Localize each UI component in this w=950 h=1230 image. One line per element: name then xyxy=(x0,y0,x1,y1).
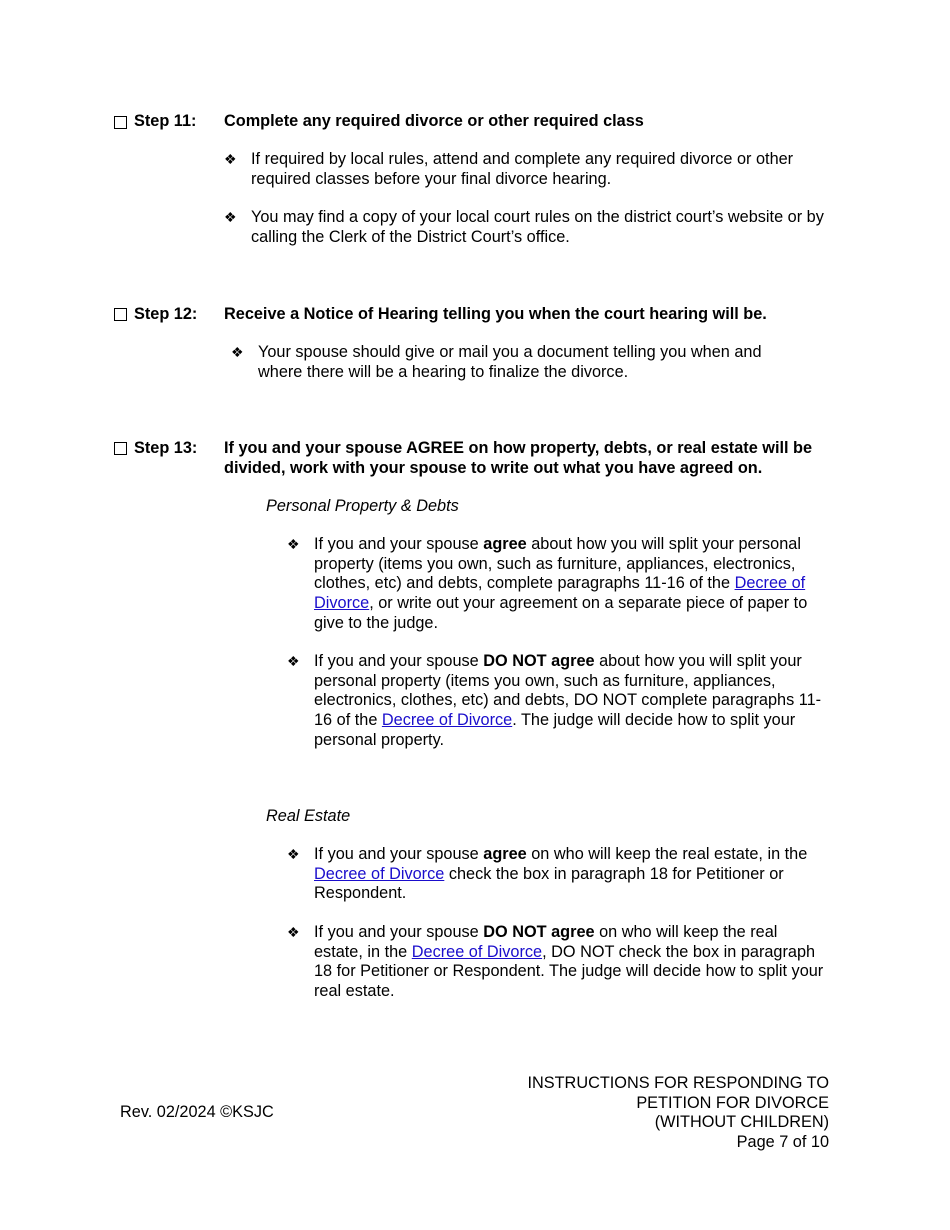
step-12-checkbox[interactable] xyxy=(114,308,127,321)
personal-bullet-agree: If you and your spouse agree about how you will split your personal property (items you own, such as furniture, appliances, electronics, clothes, etc) and debts, complete paragraphs 11-16 of the Decree of Divorce, or write out your agreement on a separate piece of paper to give to the judge. xyxy=(314,535,808,632)
bullet-icon: ❖ xyxy=(231,344,244,360)
real-estate-heading: Real Estate xyxy=(266,807,351,825)
step-13-title: If you and your spouse AGREE on how property, debts, or real estate will be divided, work with your spouse to write out what you have agreed on. xyxy=(224,439,813,477)
step-12-bullet-1: Your spouse should give or mail you a document telling you when and where there will be a hearing to finalize the divorce. xyxy=(258,343,762,381)
step-11-title: Complete any required divorce or other required class xyxy=(224,112,644,130)
real-estate-bullet-agree: If you and your spouse agree on who will keep the real estate, in the Decree of Divorce check the box in paragraph 18 for Petitioner or Respondent. xyxy=(314,845,808,903)
footer-document-title xyxy=(409,1074,829,1153)
bullet-icon: ❖ xyxy=(224,209,237,225)
real-estate-bullet-disagree: If you and your spouse DO NOT agree on who will keep the real estate, in the Decree of Divorce, DO NOT check the box in paragraph 18 for Petitioner or Respondent. The judge will decide how to split your real estate. xyxy=(314,923,824,1001)
step-11-bullet-2: You may find a copy of your local court rules on the district court’s website or by calling the Clerk of the District Court’s office. xyxy=(251,208,824,246)
step-11-checkbox[interactable] xyxy=(114,116,127,129)
footer-title-line-3: (WITHOUT CHILDREN) xyxy=(654,1113,829,1132)
step-11-label: Step 11: xyxy=(134,112,197,130)
bullet-icon: ❖ xyxy=(287,653,300,669)
step-11-bullet-1: If required by local rules, attend and complete any required divorce or other required classes before your final divorce hearing. xyxy=(251,150,794,188)
bullet-icon: ❖ xyxy=(287,846,300,862)
step-12-title: Receive a Notice of Hearing telling you when the court hearing will be. xyxy=(224,305,767,323)
decree-of-divorce-link[interactable]: Decree of Divorce xyxy=(381,711,513,730)
revision-note: Rev. 02/2024 ©KSJC xyxy=(120,1103,274,1121)
bullet-icon: ❖ xyxy=(287,536,300,552)
decree-of-divorce-link[interactable]: Decree of Divorce xyxy=(314,574,806,613)
step-13-checkbox[interactable] xyxy=(114,442,127,455)
footer-title-line-2: PETITION FOR DIVORCE xyxy=(636,1093,829,1112)
personal-bullet-disagree: If you and your spouse DO NOT agree about how you will split your personal property (items you own, such as furniture, appliances, electronics, clothes, etc) and debts, DO NOT complete paragraphs 11-16 of the Decree of Divorce. The judge will decide how to split your personal property. xyxy=(314,652,822,749)
decree-of-divorce-link[interactable]: Decree of Divorce xyxy=(411,942,543,961)
step-13-label: Step 13: xyxy=(134,439,198,457)
page-number: Page 7 of 10 xyxy=(736,1133,829,1152)
step-12-label: Step 12: xyxy=(134,305,198,323)
bullet-icon: ❖ xyxy=(287,924,300,940)
footer-title-line-1: INSTRUCTIONS FOR RESPONDING TO xyxy=(527,1074,829,1092)
bullet-icon: ❖ xyxy=(224,151,237,167)
personal-property-heading: Personal Property & Debts xyxy=(266,497,459,515)
decree-of-divorce-link[interactable]: Decree of Divorce xyxy=(314,864,445,883)
